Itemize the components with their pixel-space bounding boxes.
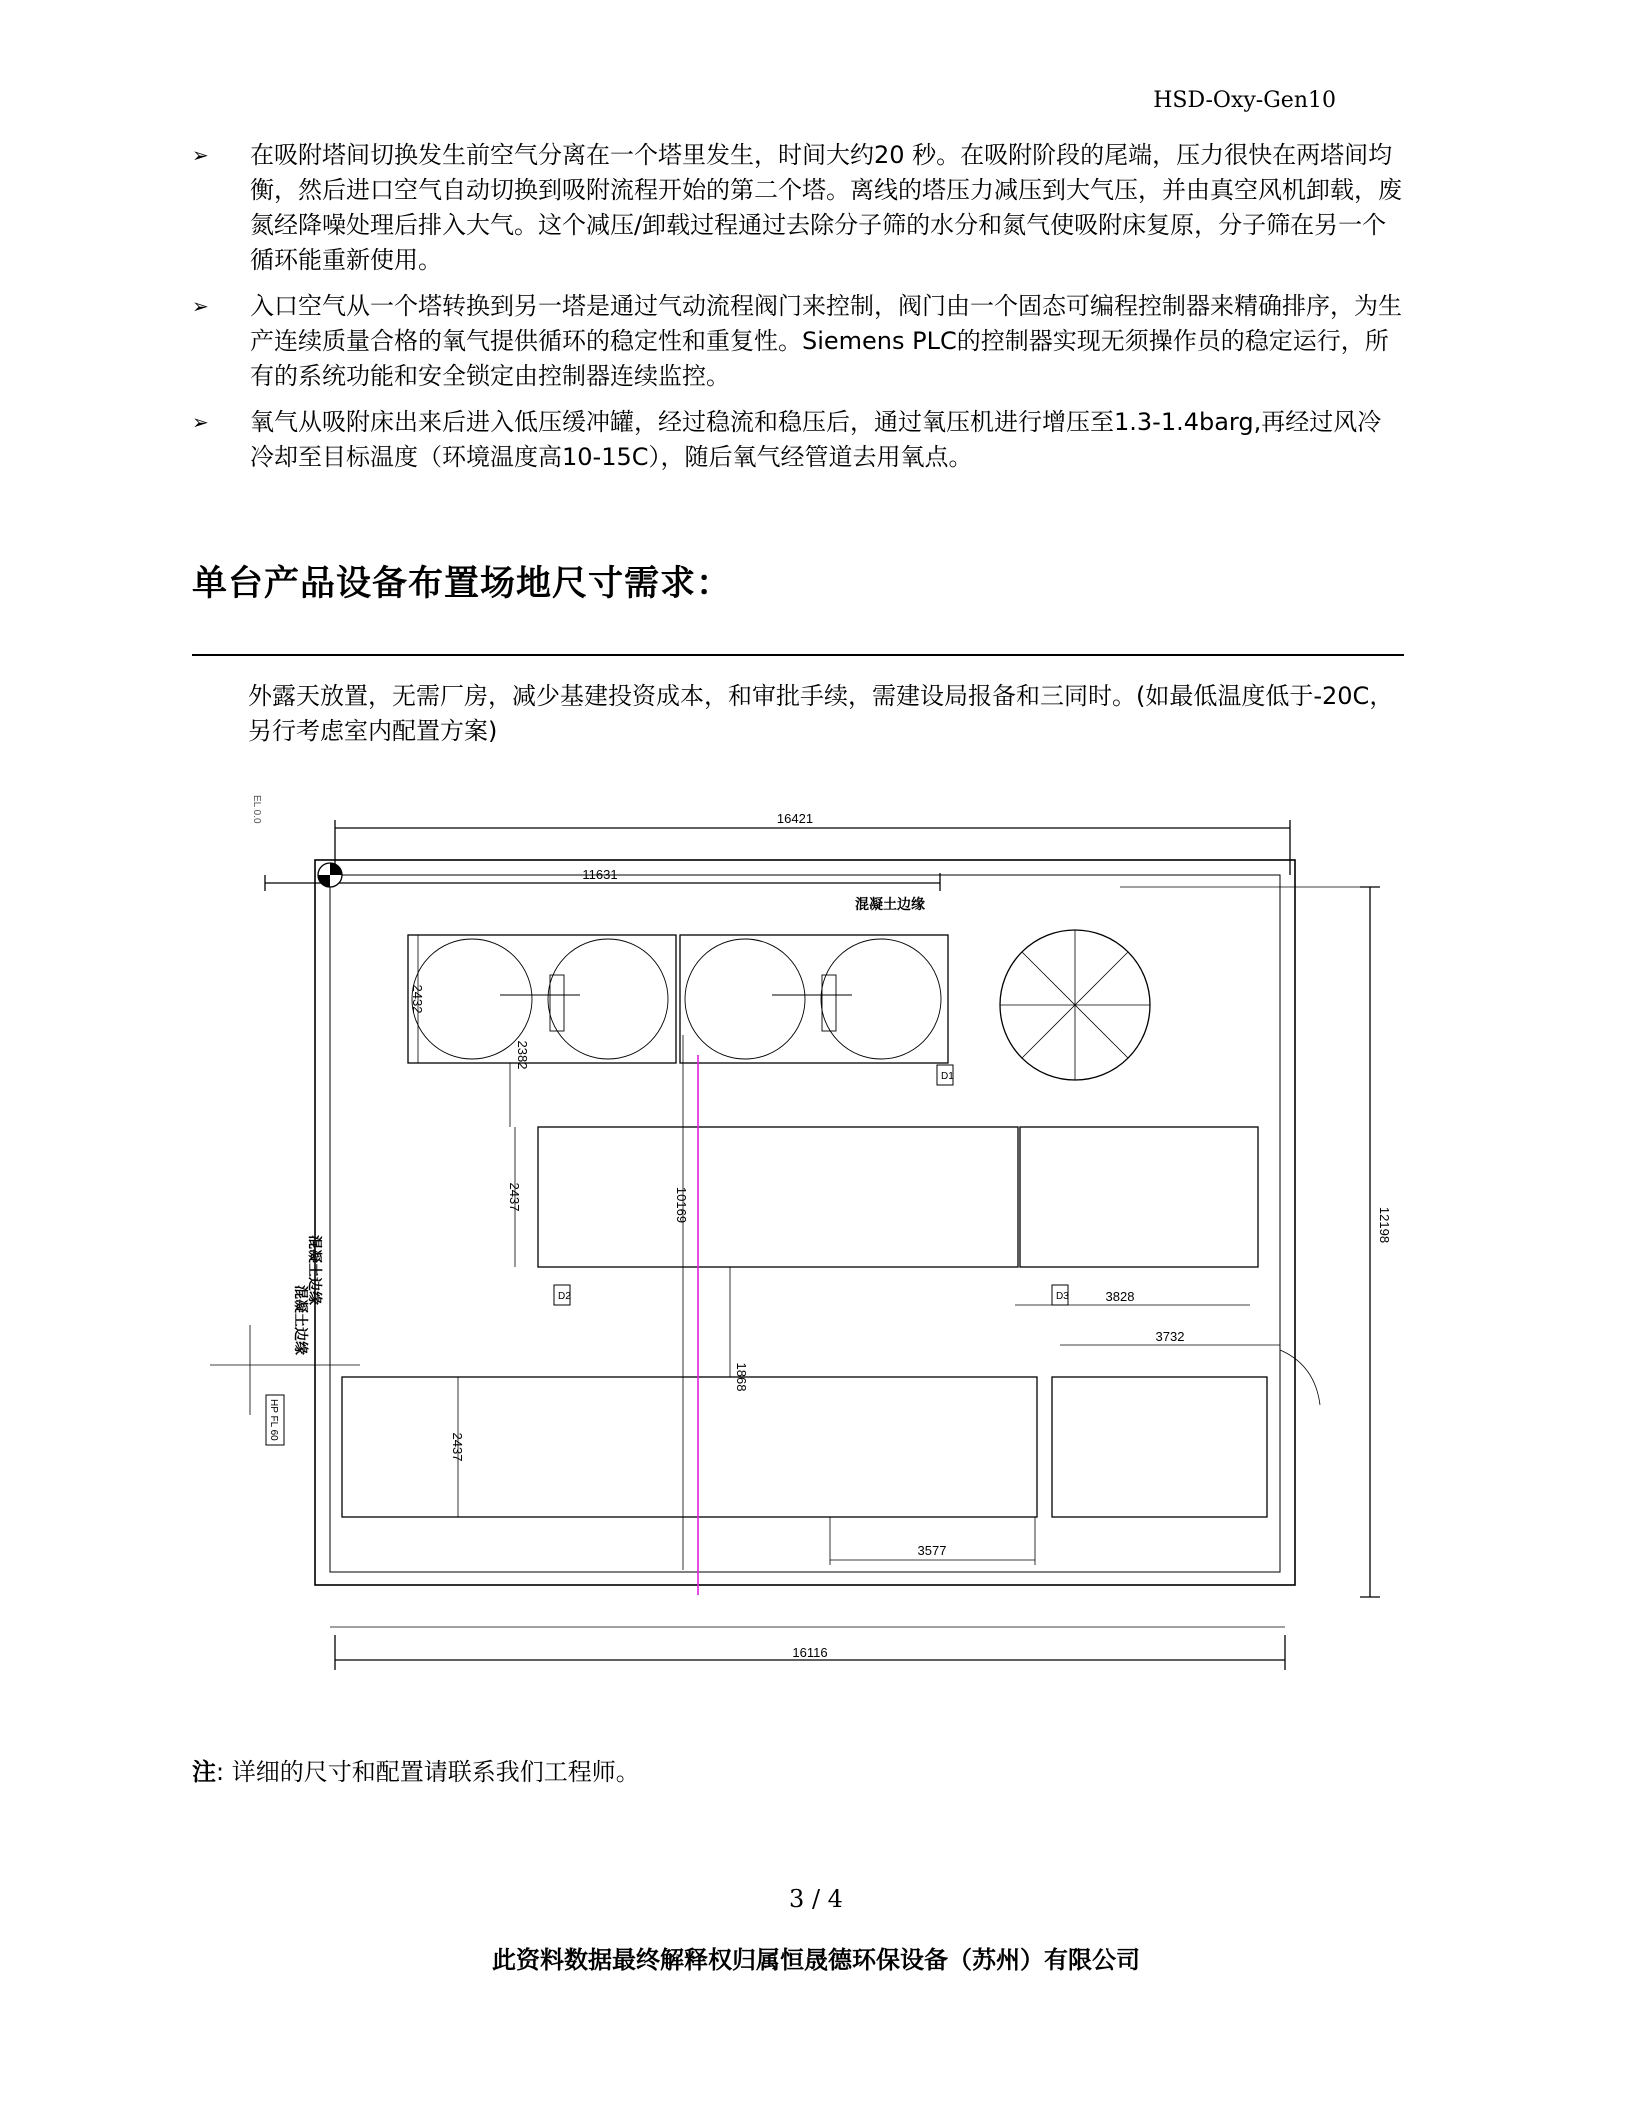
dim-width-3577: 3577 [917, 1543, 947, 1558]
bullet-text: 入口空气从一个塔转换到另一塔是通过气动流程阀门来控制，阀门由一个固态可编程控制器来精确排序，为生产连续质量合格的氧气提供循环的稳定性和重复性。Siemens PLC的控制器实现无须操作员的稳定运行，所有的系统功能和安全锁定由控制器连续监控。 [250, 292, 1402, 390]
dim-container1-depth: 2437 [507, 1182, 522, 1212]
document-code: HSD-Oxy-Gen10 [1153, 88, 1336, 113]
label-concrete-edge-left-1: 混凝土边缘 [307, 1235, 323, 1305]
benchmark-icon [318, 863, 342, 887]
section-title: 单台产品设备布置场地尺寸需求： [192, 564, 733, 604]
bullet-text: 在吸附塔间切换发生前空气分离在一个塔里发生，时间大约20 秒。在吸附阶段的尾端，压力很快在两塔间均衡，然后进口空气自动切换到吸附流程开始的第二个塔。离线的塔压力减压到大气压，并由真空风机卸载，废氮经降噪处理后排入大气。这个减压/卸载过程通过去除分子筛的水分和氮气使吸附床复原，分子筛在另一个循环能重新使用。 [250, 141, 1402, 274]
arrow-bullet-icon: ➢ [192, 410, 209, 434]
site-layout-drawing [210, 765, 1420, 1705]
footnote [192, 1752, 640, 1787]
tower-skid-1 [408, 935, 676, 1063]
tag-d2: D2 [558, 1291, 571, 1302]
label-concrete-edge-top: 混凝土边缘 [855, 896, 925, 912]
section-divider [192, 654, 1404, 656]
dim-width-3732: 3732 [1155, 1329, 1185, 1344]
process-description-list [192, 138, 1404, 486]
tag-d1: D1 [941, 1071, 954, 1082]
dim-inner-height: 10169 [674, 1186, 689, 1224]
dim-tower-depth: 2432 [410, 984, 425, 1014]
footnote-label: 注 [192, 1758, 216, 1786]
container-1 [538, 1127, 1018, 1267]
arrow-bullet-icon: ➢ [192, 143, 209, 167]
site-boundary [315, 860, 1295, 1585]
footnote-text: : 详细的尺寸和配置请联系我们工程师。 [216, 1758, 640, 1786]
concrete-slab [330, 875, 1280, 1572]
section-intro: 外露天放置，无需厂房，减少基建投资成本，和审批手续，需建设局报备和三同时。(如最低温度低于-20C，另行考虑室内配置方案) [248, 682, 1394, 745]
dim-overall-height: 12198 [1377, 1206, 1392, 1244]
bullet-item [192, 289, 1404, 394]
bullet-item [192, 405, 1404, 475]
tag-d3: D3 [1056, 1291, 1069, 1302]
bullet-item [192, 138, 1404, 278]
container-1-ext [1020, 1127, 1258, 1267]
corner-elevation: EL 0.0 [251, 795, 262, 824]
page-number: 3 / 4 [789, 1885, 843, 1913]
label-concrete-edge-left-2: 混凝土边缘 [293, 1285, 309, 1355]
dim-container-gap: 1868 [734, 1362, 749, 1392]
container-3 [1052, 1377, 1267, 1517]
dim-tower-gap: 2382 [515, 1040, 530, 1070]
dim-container2-depth: 2437 [450, 1432, 465, 1462]
dim-overall-width-bottom: 16116 [792, 1645, 828, 1660]
dim-inner-width: 11631 [582, 867, 618, 882]
tag-hp: HP FL 60 [268, 1399, 279, 1441]
footer-copyright: 此资料数据最终解释权归属恒晟德环保设备（苏州）有限公司 [492, 1945, 1140, 1974]
container-2 [342, 1377, 1037, 1517]
arrow-bullet-icon: ➢ [192, 294, 209, 318]
dim-overall-width-top: 16421 [776, 811, 814, 826]
dim-width-3828: 3828 [1105, 1289, 1135, 1304]
bullet-text: 氧气从吸附床出来后进入低压缓冲罐，经过稳流和稳压后，通过氧压机进行增压至1.3-1.4barg,再经过风冷冷却至目标温度（环境温度高10-15C），随后氧气经管道去用氧点。 [250, 408, 1382, 471]
tower-skid-2 [680, 935, 948, 1063]
